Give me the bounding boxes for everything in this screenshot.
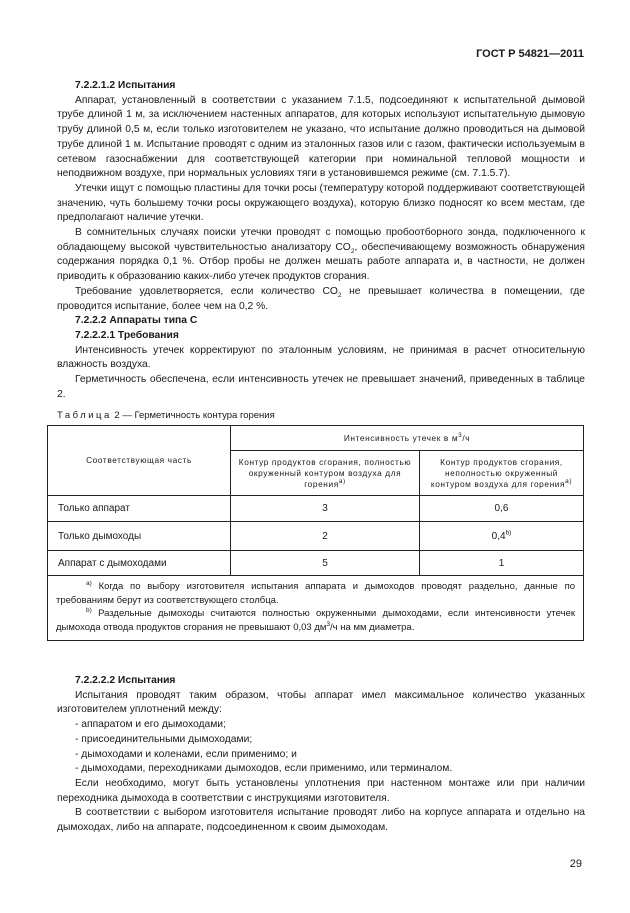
paragraph: Испытания проводят таким образом, чтобы аппарат имел максимальное количество указанных изготовителем уплотнений между:: [57, 689, 585, 716]
paragraph: Аппарат, установленный в соответствии с указанием 7.1.5, подсоединяют к испытательной дымовой трубе длиной 1 м, за исключением настенных аппаратов, для которых используют испытательную дымовую трубу длиной 0,5 м, если только изготовителем не указано, что испытание должно проводиться на дымовой трубе длиной 1 м. Испытание проводят с одним из эталонных газов или с газом, фактически используемым в сетевом газоснабжении для соответствующей категории при номинальной тепловой мощности и неподвижном воздухе, при нормальных условиях тяги в установившемся режиме (см. 7.1.5.7).: [57, 94, 585, 180]
standard-header: ГОСТ Р 54821—2011: [476, 48, 584, 60]
paragraph: Если необходимо, могут быть установлены уплотнения при настенном монтаже или при наличии переходника дымохода в соответствии с инструкциями изготовителя.: [57, 777, 585, 804]
footnote-b: $^{b)}$ Раздельные дымоходы считаются полностью окруженными дымоходами, если интенсивности утечек дымохода отвода продуктов сгорания не превышают 0,03 $дм^3/ч$ на мм диаметра.: [56, 606, 576, 633]
list-item: - дымоходами, переходниками дымоходов, если применимо, или терминалом.: [75, 763, 453, 775]
paragraph: В сомнительных случаях поиски утечки проводят с помощью пробоотборного зонда, подключенного к обладающему высокой чувствительностью анализатору $CO_2$, обеспечивающему возможность обнаружения содержания порядка 0,1 %. Отбор пробы не должен мешать работе аппарата и, в частности, не должен приводить к образованию каких-либо утечек продуктов сгорания.: [57, 227, 585, 283]
paragraph: Требование удовлетворяется, если количество $CO_2$ не превышает количества в помещении, где проводится испытание, более чем на 0,2 %.: [57, 285, 585, 312]
table-notes: [48, 576, 584, 641]
paragraph: Интенсивность утечек корректируют по эталонным условиям, не принимая в расчет относительную влажность воздуха.: [57, 344, 585, 371]
footnote-a: $^{a)}$ Когда по выбору изготовителя испытания аппарата и дымоходов проводят раздельно, данные по требованиям берут из соответствующего столбца.: [56, 579, 576, 606]
col-header-intensity: Интенсивность утечек в $м^3/ч$: [231, 426, 584, 451]
list-item: - присоединительными дымоходами;: [75, 733, 253, 745]
paragraph: Герметичность обеспечена, если интенсивность утечек не превышает значений, приведенных в таблице 2.: [57, 374, 585, 400]
section-7-2-2-2-2: [57, 674, 585, 836]
section-heading: 7.2.2.2 Аппараты типа С: [75, 315, 198, 327]
table-caption: Таблица 2 — Герметичность контура горения: [57, 410, 275, 421]
section-heading: 7.2.2.2.2 Испытания: [75, 675, 176, 686]
col-header-part: Соответствующая часть: [48, 426, 231, 496]
table-row: Только аппарат 3 0,6: [48, 496, 584, 522]
table-row: Только дымоходы 2 0,4$^{b)}$: [48, 522, 584, 551]
table-row: Аппарат с дымоходами 5 1: [48, 551, 584, 576]
col-header-full-envelope: Контур продуктов сгорания, полностью окруженный контуром воздуха для горения$^{a)}$: [231, 451, 420, 496]
paragraph: В соответствии с выбором изготовителя испытание проводят либо на корпусе аппарата и отдельно на дымоходах, либо на аппарате, подсоединенном к своим дымоходам.: [57, 807, 585, 834]
leak-rate-table: [47, 425, 584, 641]
list-item: - аппаратом и его дымоходами;: [75, 719, 226, 731]
page-number: 29: [569, 858, 582, 870]
section-7-2-2-1-2: [57, 79, 585, 402]
paragraph: Утечки ищут с помощью пластины для точки росы (температуру которой поддерживают соответствующей значению, чуть большему точки росы окружающего воздуха), которую близко подносят ко всем местам, где предполагают наличие утечки.: [57, 182, 585, 224]
list-item: - дымоходами и коленами, если применимо; и: [75, 748, 297, 760]
section-heading: 7.2.2.1.2 Испытания: [75, 80, 176, 91]
section-heading: 7.2.2.2.1 Требования: [75, 329, 179, 341]
col-header-partial-envelope: Контур продуктов сгорания, неполностью окруженный контуром воздуха для горения$^{a)}$: [420, 451, 584, 496]
